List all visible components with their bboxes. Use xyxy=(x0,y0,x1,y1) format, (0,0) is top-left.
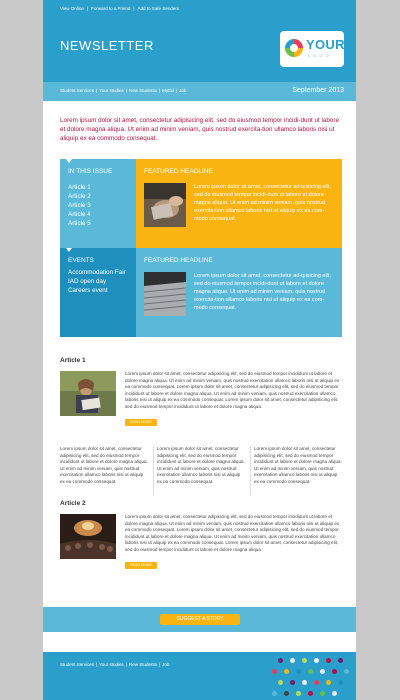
newsletter-page xyxy=(43,0,356,700)
notch-marker xyxy=(66,159,72,163)
dot-icon xyxy=(308,691,313,696)
featured-headline-1[interactable]: FEATURED HEADLINE xyxy=(144,168,213,175)
dot-icon xyxy=(284,691,289,696)
issue-item-4[interactable]: Article 4 xyxy=(68,211,91,218)
event-item-3[interactable]: Careers event xyxy=(68,287,108,294)
issue-item-1[interactable]: Article 1 xyxy=(68,184,91,191)
dot-icon xyxy=(344,669,349,674)
featured-image-2 xyxy=(144,272,186,316)
event-item-2[interactable]: IAD open day xyxy=(68,278,107,285)
column-1-text: Lorem ipsum dolor sit amet, consectetur adipisicing elit, sed do eiusmod tempor incididunt ut labore et dolore magna aliqua. Ut enim ad minim veniam, quis nostrud exercitation ullamco laboris nisi ut aliquip ex ea commodo consequat. xyxy=(60,446,148,484)
dot-icon xyxy=(338,680,343,685)
dot-icon xyxy=(326,680,331,685)
issue-item-5[interactable]: Article 5 xyxy=(68,220,91,227)
dot-icon xyxy=(302,680,307,685)
article-1-read-more-button[interactable]: READ MORE xyxy=(125,419,157,426)
suggest-band xyxy=(43,607,356,632)
article-2-text: Lorem ipsum dolor sit amet, consectetur adipisicing elit, sed do eiusmod tempor incididunt ut labore et dolore magna aliqua. Ut enim ad minim veniam, quis nostrud exercitation ullamco laboris nisi ut aliquip ex ea commodo consequat. Lorem ipsum dolor sit amet, consectetur adipisicing elit, sed do eiusmod tempor incididunt ut labore et dolore magna aliqua. Ut enim ad minim veniam, quis nostrud exercitation ullamco laboris nisi ut aliquip ex ea commodo consequat. Lorem ipsum dolor sit amet, consectetur adipisicing elit, sed do eiusmod tempor incididunt ut labore et dolore magna aliqua. xyxy=(125,514,340,552)
article-2-image xyxy=(60,514,116,559)
issue-date: September 2013 xyxy=(292,87,344,94)
dot-icon xyxy=(272,669,277,674)
column-divider xyxy=(250,446,251,496)
nav-bar: Student Services | Your studies | New Students | MyEd | Job September 2013 xyxy=(43,82,356,101)
events-list xyxy=(68,268,126,295)
dot-icon xyxy=(314,658,319,663)
dot-icon xyxy=(314,680,319,685)
article-1-title[interactable]: Article 1 xyxy=(60,357,86,364)
dot-icon xyxy=(326,658,331,663)
suggest-story-button[interactable]: SUGGEST A STORY xyxy=(160,614,240,625)
dot-icon xyxy=(290,680,295,685)
footer-job[interactable]: Job xyxy=(162,662,170,667)
events-panel xyxy=(60,248,136,337)
dot-icon xyxy=(290,658,295,663)
view-online-link[interactable]: View Online xyxy=(60,6,84,11)
events-title: EVENTS xyxy=(68,257,95,264)
newsletter-title: NEWSLETTER xyxy=(60,38,154,53)
featured-image-1 xyxy=(144,183,186,227)
nav-job[interactable]: Job xyxy=(178,88,187,93)
article-2-title[interactable]: Article 2 xyxy=(60,500,86,507)
column-divider xyxy=(153,446,154,496)
dot-icon xyxy=(332,669,337,674)
footer-student-services[interactable]: Student Services xyxy=(60,662,95,667)
featured-headline-2[interactable]: FEATURED HEADLINE xyxy=(144,257,213,264)
featured-panel-2 xyxy=(136,248,342,337)
top-links-bar: View Online | Forward to a Friend | Add to Safe Senders xyxy=(43,0,356,18)
dot-icon xyxy=(296,691,301,696)
logo[interactable] xyxy=(280,31,344,67)
featured-panel-1 xyxy=(136,159,342,248)
header xyxy=(43,18,356,82)
nav-your-studies[interactable]: Your studies xyxy=(99,88,124,93)
dot-icon xyxy=(272,691,277,696)
logo-subtext: LOGO xyxy=(308,53,332,58)
dot-icon xyxy=(302,658,307,663)
feature-grid xyxy=(60,159,342,337)
footer-new-students[interactable]: New Students xyxy=(128,662,157,667)
column-2-text: Lorem ipsum dolor sit amet, consectetur adipisicing elit, sed do eiusmod tempor incididunt ut labore et dolore magna aliqua. Ut enim ad minim veniam, quis nostrud exercitation ullamco laboris nisi ut aliquip ex ea commodo consequat. xyxy=(157,446,245,484)
nav-myed[interactable]: MyEd xyxy=(162,88,174,93)
footer-your-studies[interactable]: Your studies xyxy=(99,662,124,667)
dot-icon xyxy=(308,669,313,674)
dot-icon xyxy=(332,691,337,696)
dot-icon xyxy=(338,658,343,663)
featured-text-1: Lorem ipsum dolor sit amet, consectetur ad-ipisicing elit, sed do eiusmod tempor incidi-dunt ut labore et dolore magna aliqua. Ut enim ad minim veniam, quis nostrud exercita-tion ullamco laboris nisi ut aliquip ex ea com-modo consequat. xyxy=(194,184,331,222)
column-3-text: Lorem ipsum dolor sit amet, consectetur adipisicing elit, sed do eiusmod tempor incididunt ut labore et dolore magna aliqua. Ut enim ad minim veniam, quis nostrud exercitation ullamco laboris nisi ut aliquip ex ea commodo consequat. xyxy=(254,446,342,484)
article-2 xyxy=(60,500,342,575)
article-2-read-more-button[interactable]: READ MORE xyxy=(125,562,157,569)
issue-item-2[interactable]: Article 2 xyxy=(68,193,91,200)
issue-list xyxy=(68,183,91,228)
dot-icon xyxy=(278,658,283,663)
issue-item-3[interactable]: Article 3 xyxy=(68,202,91,209)
dot-icon xyxy=(320,691,325,696)
dot-icon xyxy=(320,669,325,674)
notch-marker xyxy=(66,248,72,252)
intro-text: Lorem ipsum dolor sit amet, consectetur adipisicing elit, sed do eiusmod tempor incidi-dunt ut labore et dolore magna aliqua. Ut enim ad minim veniam, quis nostrud exercita-tion ullamco laboris nisi ut aliquip ex ea commodo consequat. xyxy=(60,117,339,142)
safe-senders-link[interactable]: Add to Safe Senders xyxy=(137,6,180,11)
swirl-logo-icon xyxy=(284,37,304,59)
logo-text: YOUR xyxy=(306,37,345,52)
in-this-issue-title: IN THIS ISSUE xyxy=(68,168,113,175)
article-1-text: Lorem ipsum dolor sit amet, consectetur adipisicing elit, sed do eiusmod tempor incididunt ut labore et dolore magna aliqua. Ut enim ad minim veniam, quis nostrud exercitation ullamco laboris nisi ut aliquip ex ea commodo consequat. Lorem ipsum dolor sit amet, consectetur adipisicing elit, sed do eiusmod tempor incididunt ut labore et dolore magna aliqua. Ut enim ad minim veniam, quis nostrud exercitation ullamco laboris nisi ut aliquip ex ea commodo consequat. Lorem ipsum dolor sit amet, consectetur adipisicing elit, sed do eiusmod tempor incididunt ut labore et dolore magna aliqua. xyxy=(125,371,340,409)
three-column-section xyxy=(60,446,342,496)
dot-icon xyxy=(296,669,301,674)
nav-new-students[interactable]: New Students xyxy=(128,88,157,93)
forward-link[interactable]: Forward to a Friend xyxy=(91,6,131,11)
event-item-1[interactable]: Accommodation Fair xyxy=(68,269,126,276)
article-1-image xyxy=(60,371,116,416)
article-1 xyxy=(60,357,342,432)
dot-icon xyxy=(278,680,283,685)
nav-student-services[interactable]: Student Services xyxy=(60,88,95,93)
decorative-dots xyxy=(268,652,353,700)
in-this-issue-panel xyxy=(60,159,136,248)
dot-icon xyxy=(284,669,289,674)
featured-text-2: Lorem ipsum dolor sit amet, consectetur ad-ipisicing elit, sed do eiusmod tempor incidi-dunt ut labore et dolore magna aliqua. Ut enim ad minim veniam, quis nostrud exercita-tion ullamco laboris nisi ut aliquip ex ea com-modo consequat. xyxy=(194,273,331,311)
footer: Student Services | Your studies | New Students | Job xyxy=(43,652,356,700)
